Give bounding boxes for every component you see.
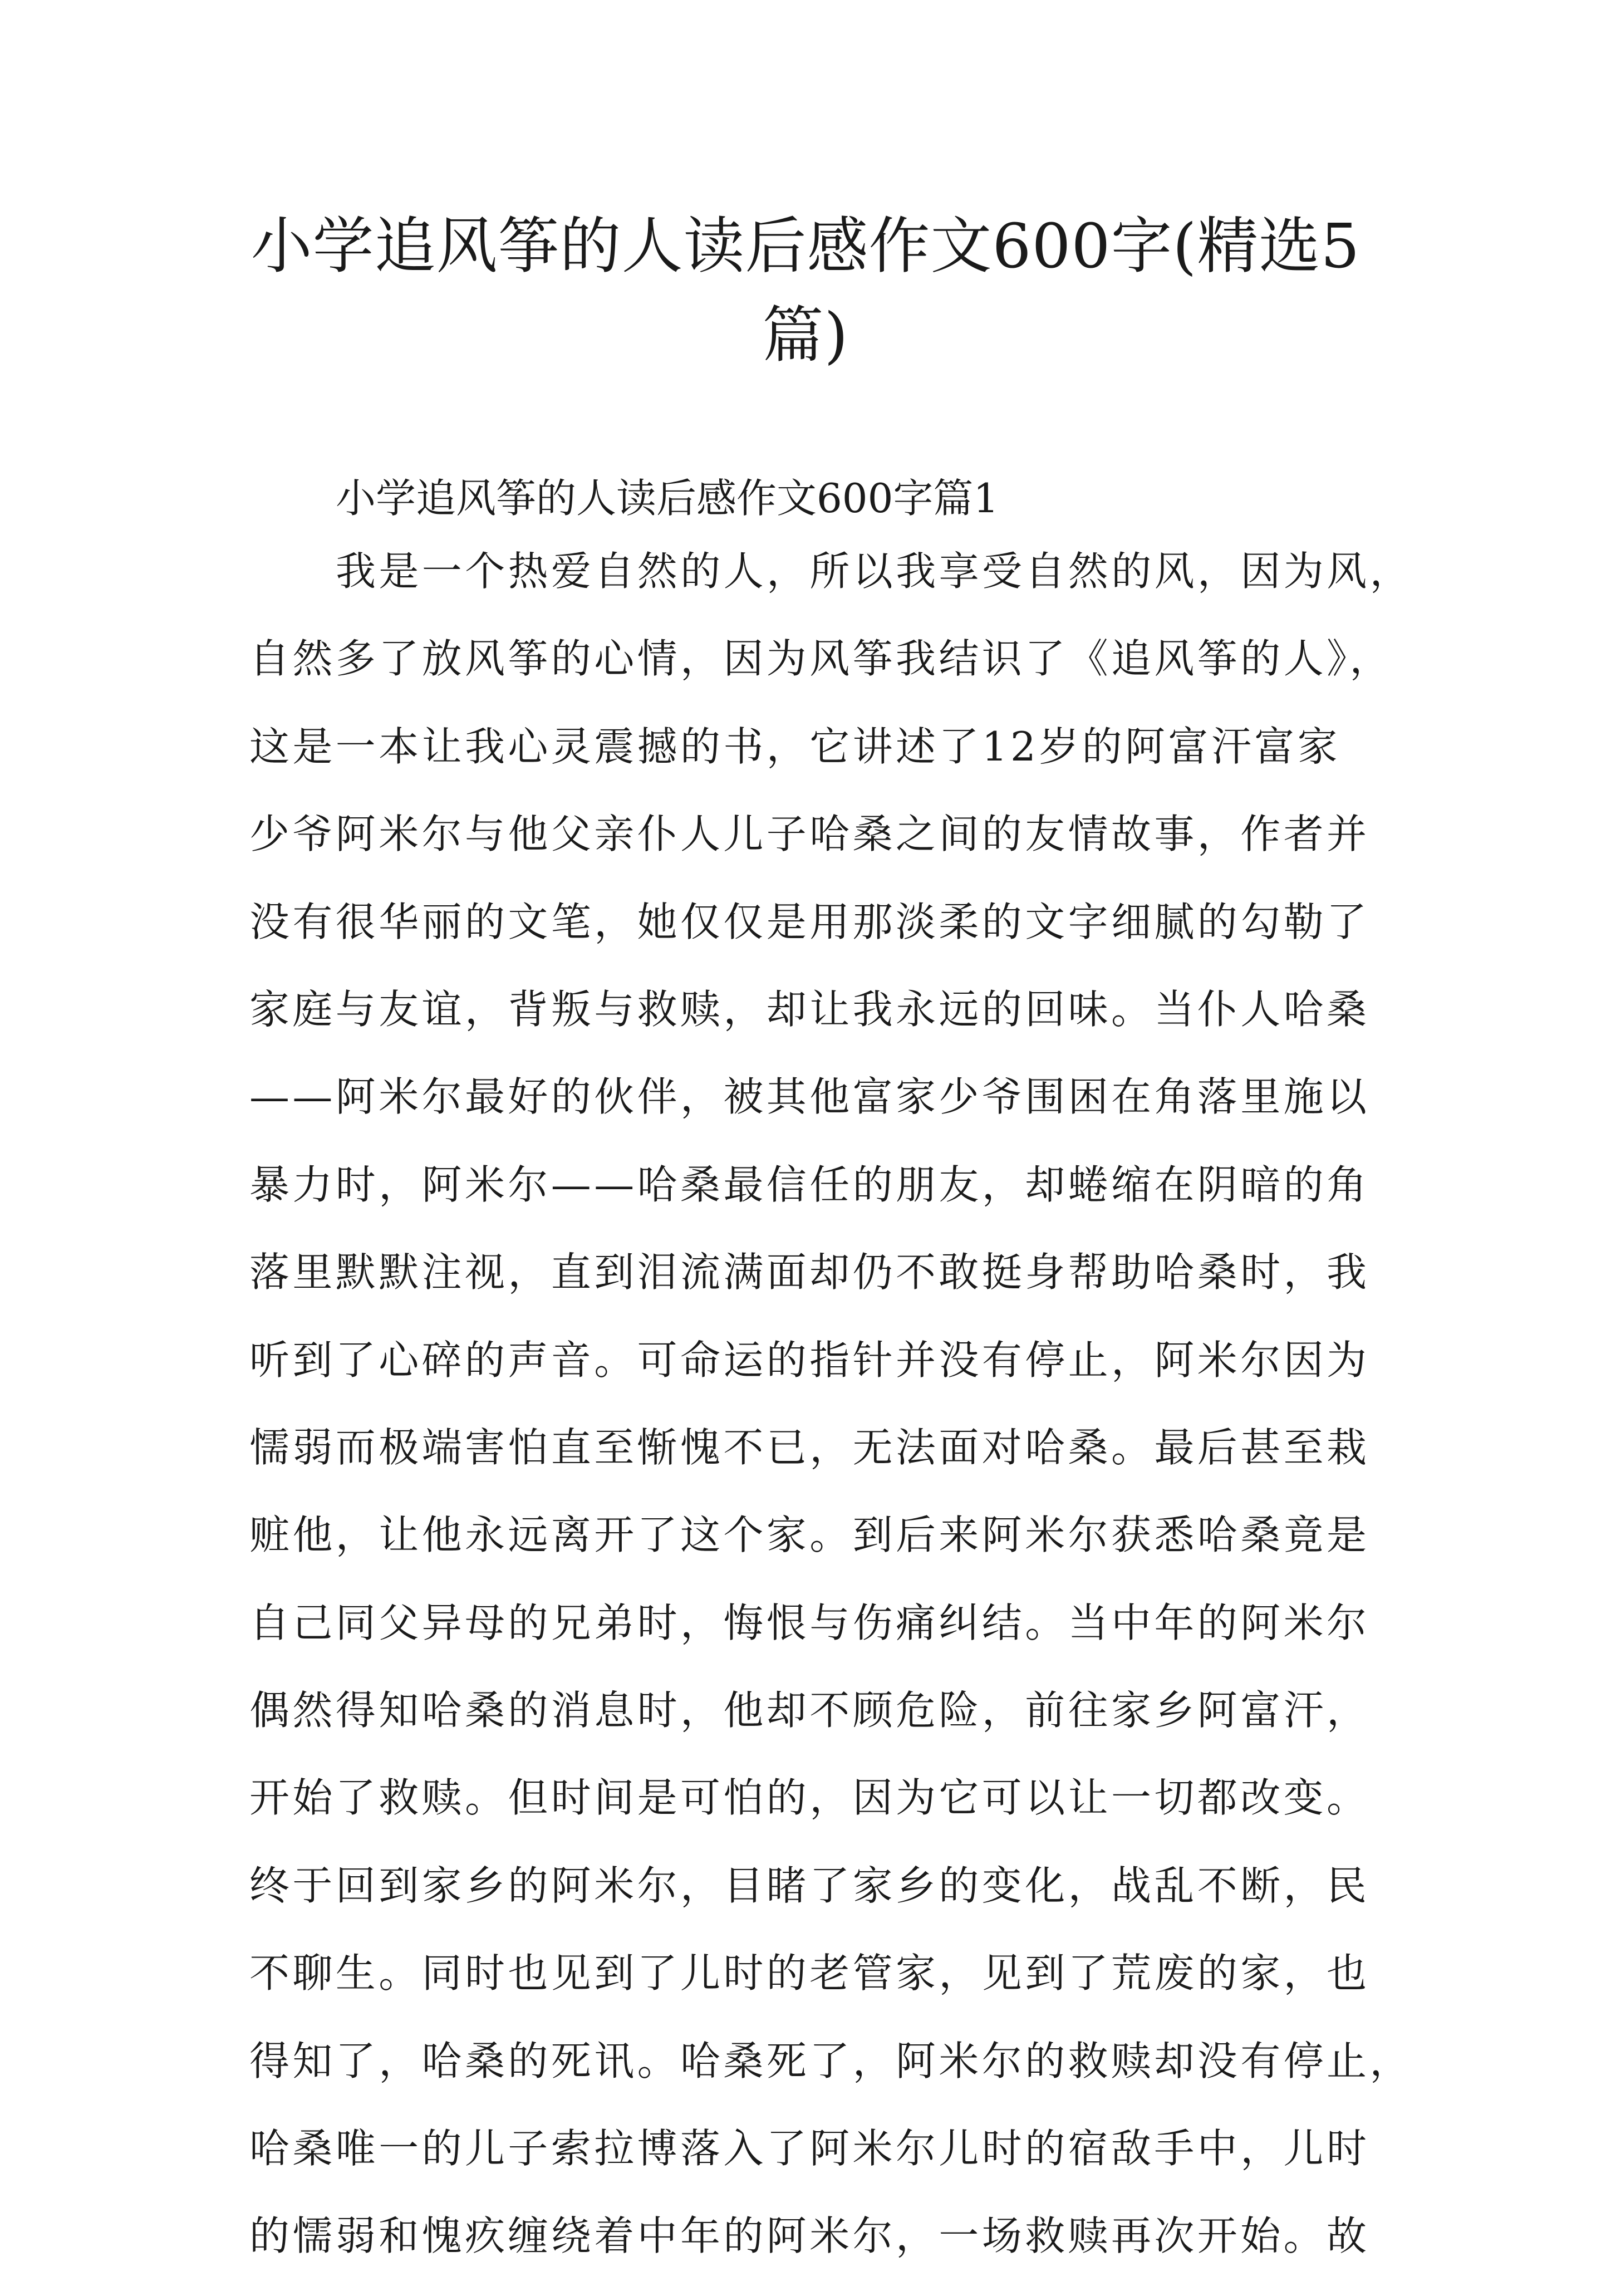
body-line: 终于回到家乡的阿米尔，目睹了家乡的变化，战乱不断，民 — [249, 1862, 1370, 1909]
body-line: 哈桑唯一的儿子索拉博落入了阿米尔儿时的宿敌手中，儿时 — [249, 2125, 1370, 2172]
title-line-2: 篇) — [762, 300, 849, 371]
body-line: 自然多了放风筝的心情，因为风筝我结识了《追风筝的人》， — [249, 635, 1393, 683]
body-line: 暴力时，阿米尔——哈桑最信任的朋友，却蜷缩在阴暗的角 — [249, 1161, 1370, 1208]
body-line: 自己同父异母的兄弟时，悔恨与伤痛纠结。当中年的阿米尔 — [249, 1599, 1370, 1646]
body-line: 得知了，哈桑的死讯。哈桑死了，阿米尔的救赎却没有停止， — [249, 2037, 1413, 2084]
document-title — [234, 202, 1377, 380]
body-line: 不聊生。同时也见到了儿时的老管家，见到了荒废的家，也 — [249, 1950, 1370, 1997]
body-paragraph — [249, 543, 1413, 2296]
body-line: 听到了心碎的声音。可命运的指针并没有停止，阿米尔因为 — [249, 1336, 1370, 1384]
body-line: 开始了救赎。但时间是可怕的，因为它可以让一切都改变。 — [249, 1774, 1370, 1822]
body-line: 懦弱而极端害怕直至惭愧不已，无法面对哈桑。最后甚至栽 — [249, 1424, 1370, 1471]
body-line: 这是一本让我心灵震撼的书，它讲述了12岁的阿富汗富家 — [249, 723, 1341, 770]
body-line: ——阿米尔最好的伙伴，被其他富家少爷围困在角落里施以 — [249, 1073, 1370, 1121]
section-heading: 小学追风筝的人读后感作文600字篇1 — [336, 475, 999, 522]
body-line: 落里默默注视，直到泪流满面却仍不敢挺身帮助哈桑时，我 — [249, 1249, 1370, 1296]
body-line: 的懦弱和愧疚缠绕着中年的阿米尔，一场救赎再次开始。故 — [249, 2212, 1370, 2260]
body-line: 少爷阿米尔与他父亲仆人儿子哈桑之间的友情故事，作者并 — [249, 811, 1370, 858]
body-line: 没有很华丽的文笔，她仅仅是用那淡柔的文字细腻的勾勒了 — [249, 898, 1370, 945]
body-line: 家庭与友谊，背叛与救赎，却让我永远的回味。当仆人哈桑 — [249, 985, 1370, 1033]
body-line: 赃他，让他永远离开了这个家。到后来阿米尔获悉哈桑竟是 — [249, 1512, 1370, 1559]
body-line: 我是一个热爱自然的人，所以我享受自然的风，因为风， — [336, 548, 1413, 595]
body-line: 偶然得知哈桑的消息时，他却不顾危险，前往家乡阿富汗， — [249, 1687, 1370, 1734]
title-line-1: 小学追风筝的人读后感作文600字(精选5 — [251, 210, 1360, 282]
